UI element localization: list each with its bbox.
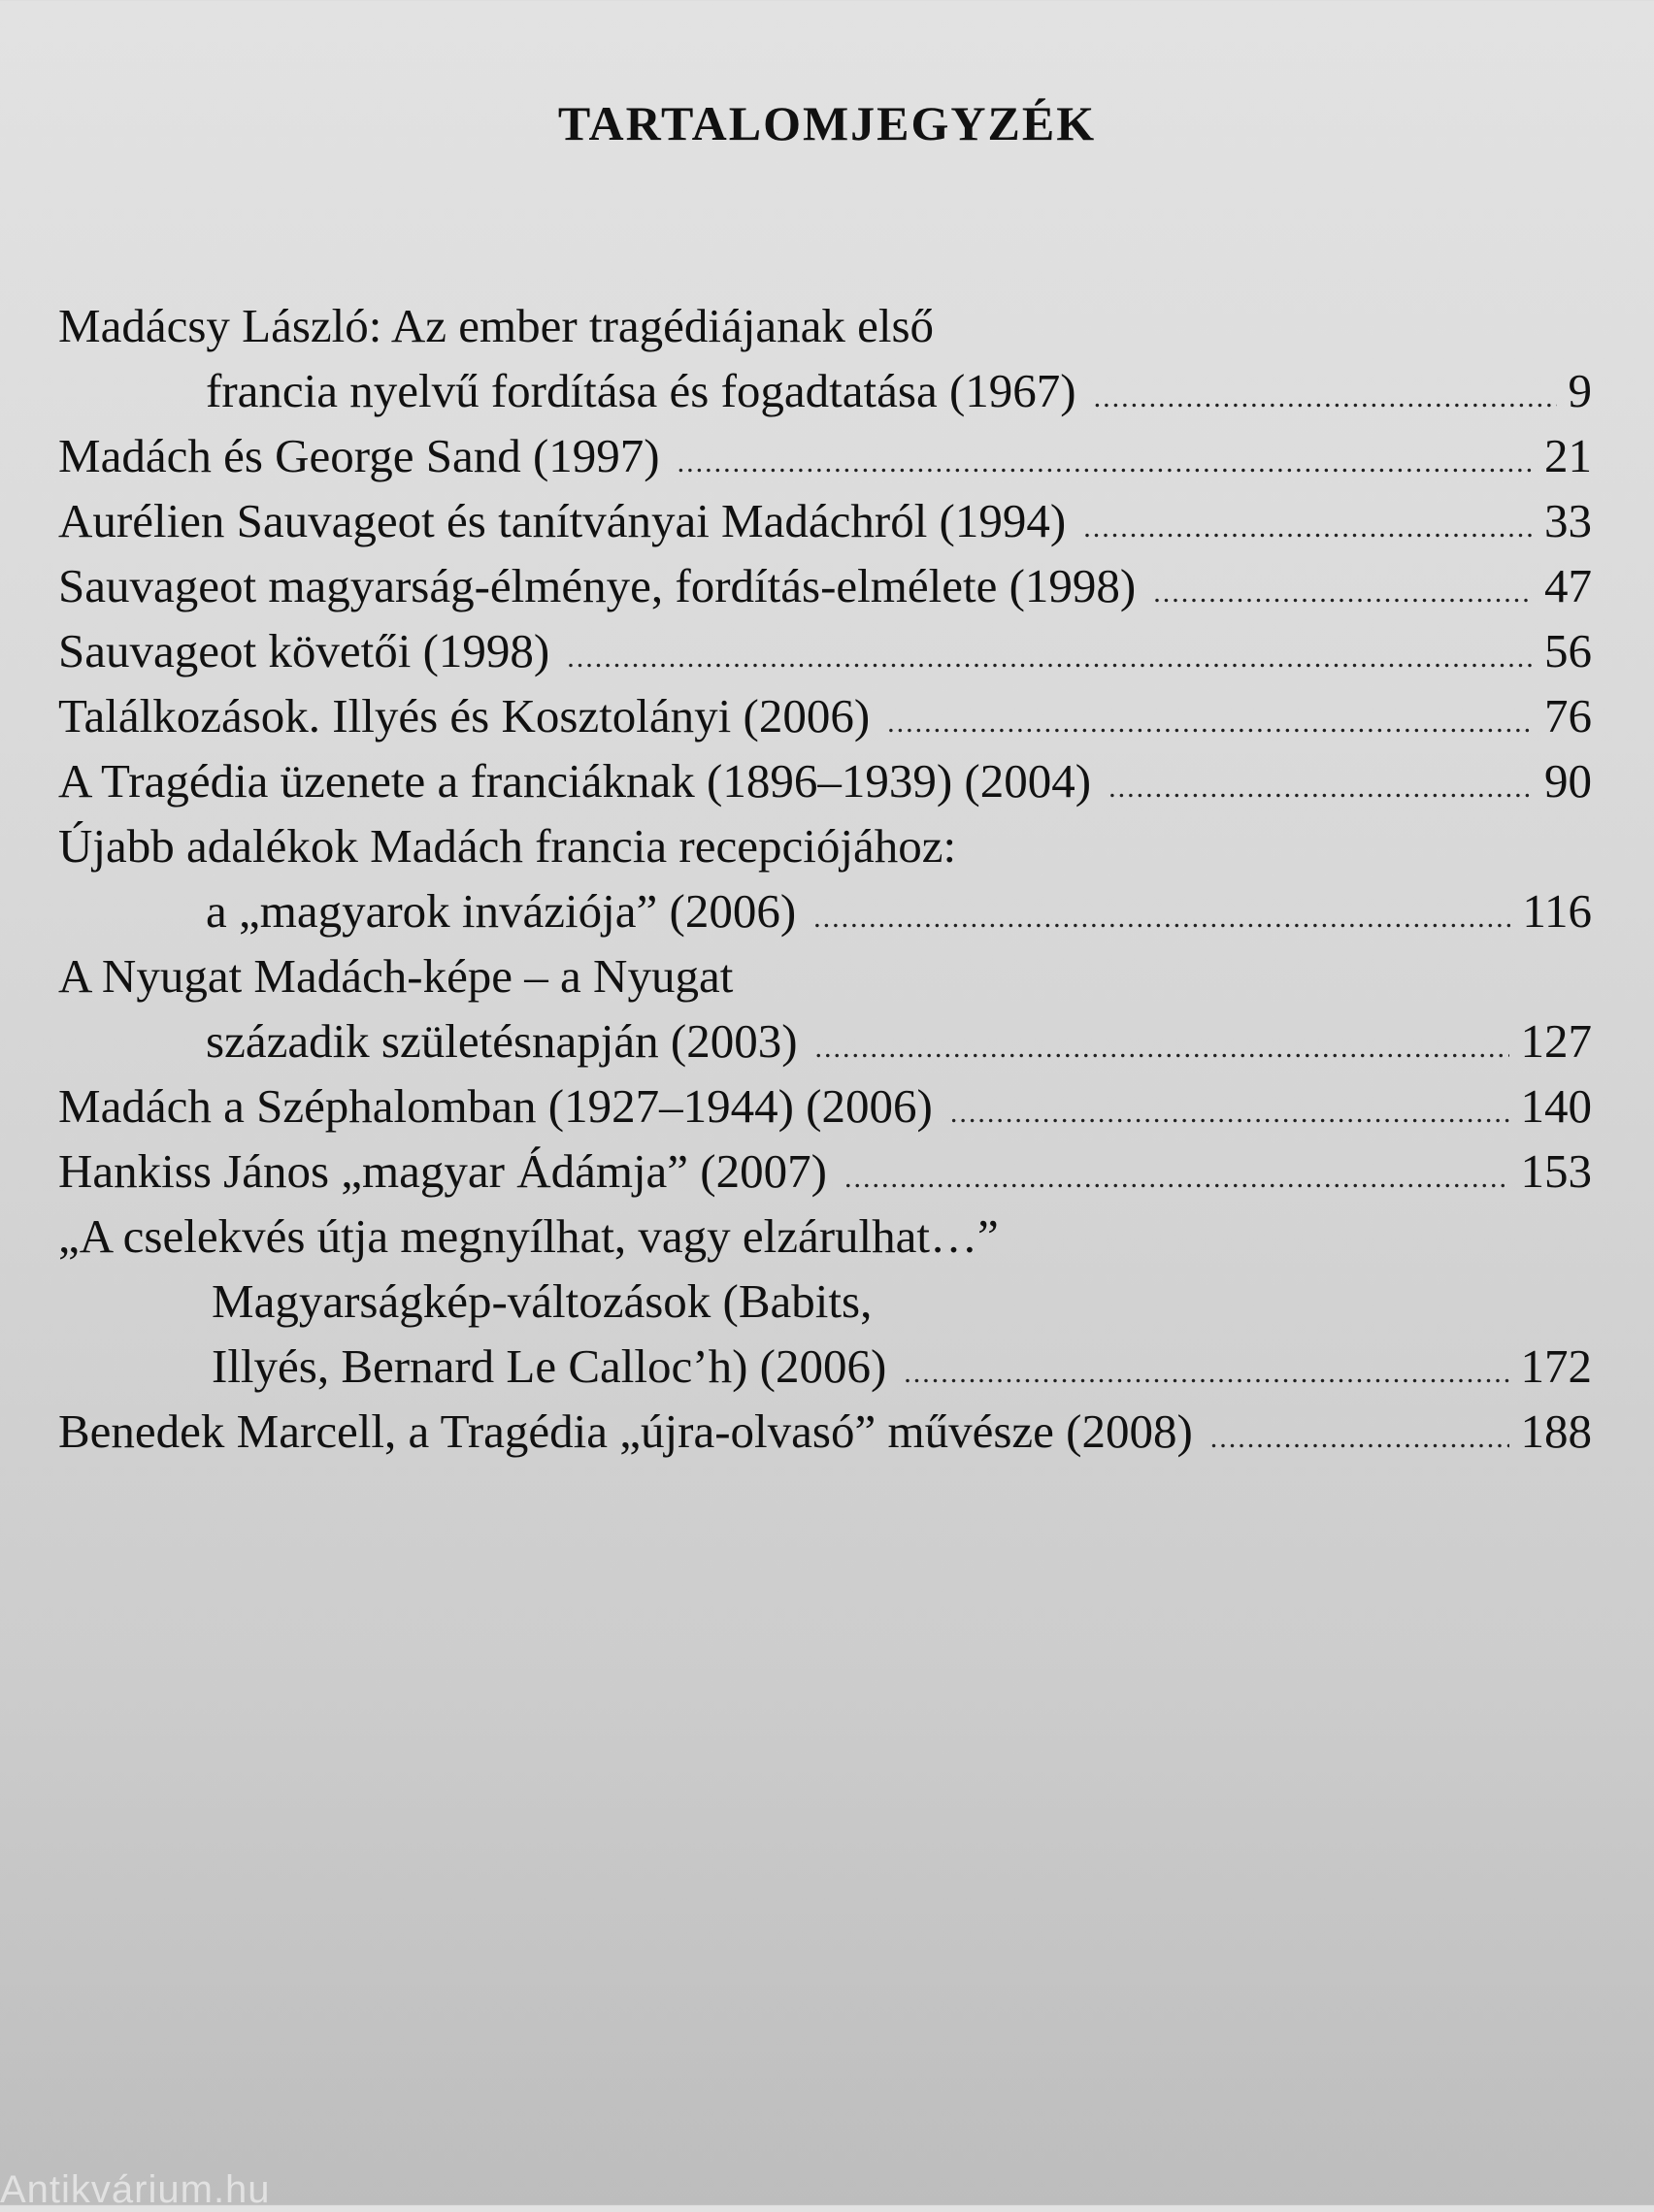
dot-leader [678,430,1533,495]
toc-entry-8-line-2 [58,878,1592,943]
dot-leader [1083,495,1533,560]
toc-entry-title: Madách a Széphalomban (1927–1944) (2006) [58,1079,933,1133]
toc-entry-9-line-1 [58,943,1592,1008]
toc-page-number: 33 [1544,494,1592,547]
toc-entry-10 [58,1073,1592,1139]
toc-page-number: 153 [1520,1144,1592,1198]
toc-entry-title: Madácsy László: Az ember tragédiájanak első [58,299,935,352]
toc-entry-1-line-2 [58,358,1592,423]
dot-leader [950,1080,1509,1145]
toc-entry-title: Aurélien Sauvageot és tanítványai Madáchról (1994) [58,494,1067,547]
dot-leader [567,625,1533,690]
toc-entry-2 [58,423,1592,488]
toc-entry-13 [58,1399,1592,1464]
dot-leader [1108,755,1533,820]
dot-leader [813,885,1510,950]
toc-entry-title: Újabb adalékok Madách francia recepciójához: [58,819,957,873]
toc-entry-7 [58,748,1592,813]
toc-page-number: 47 [1544,559,1592,612]
toc-entry-title: Találkozások. Illyés és Kosztolányi (2006) [58,689,871,743]
toc-entry-12-line-3 [58,1334,1592,1399]
watermark: Antikvárium.hu [0,2168,271,2211]
table-of-contents [58,293,1592,1464]
toc-entry-3 [58,488,1592,553]
toc-page-number: 56 [1544,624,1592,677]
toc-entry-4 [58,553,1592,618]
toc-entry-11 [58,1139,1592,1204]
dot-leader [887,690,1533,755]
dot-leader [1153,560,1533,625]
dot-leader [815,1015,1509,1080]
toc-entry-12-line-1 [58,1204,1592,1269]
toc-entry-title: Sauvageot követői (1998) [58,624,550,677]
toc-entry-title: Benedek Marcell, a Tragédia „újra-olvasó” művésze (2008) [58,1404,1193,1458]
toc-entry-title: századik születésnapján (2003) [206,1014,798,1068]
dot-leader [1210,1405,1509,1470]
toc-entry-title: Sauvageot magyarság-élménye, fordítás-elmélete (1998) [58,559,1137,612]
toc-entry-title: Illyés, Bernard Le Calloc’h) (2006) [212,1339,887,1393]
toc-page-number: 172 [1520,1339,1592,1393]
toc-entry-5 [58,618,1592,683]
toc-entry-title: a „magyarok inváziója” (2006) [206,884,797,938]
toc-entry-title: „A cselekvés útja megnyílhat, vagy elzárulhat…” [58,1209,999,1263]
toc-page-number: 76 [1544,689,1592,743]
toc-page-number: 188 [1520,1404,1592,1458]
toc-entry-title: A Nyugat Madách-képe – a Nyugat [58,949,734,1003]
toc-entry-title: Magyarságkép-változások (Babits, [212,1274,873,1328]
toc-entry-title: francia nyelvű fordítása és fogadtatása (1967) [206,364,1076,417]
toc-page-number: 127 [1520,1014,1592,1068]
dot-leader [844,1145,1509,1210]
dot-leader [1094,365,1557,430]
toc-entry-title: Madách és George Sand (1997) [58,429,660,482]
toc-entry-title: Hankiss János „magyar Ádámja” (2007) [58,1144,827,1198]
toc-page-number: 21 [1544,429,1592,482]
page-title: TARTALOMJEGYZÉK [557,96,1097,150]
toc-page-number: 140 [1520,1079,1592,1133]
toc-entry-6 [58,683,1592,748]
toc-entry-1-line-1 [58,293,1592,358]
toc-page-number: 9 [1568,364,1592,417]
toc-entry-9-line-2 [58,1008,1592,1073]
toc-entry-title: A Tragédia üzenete a franciáknak (1896–1939) (2004) [58,754,1092,808]
toc-page-number: 90 [1544,754,1592,808]
toc-entry-12-line-2 [58,1269,1592,1334]
toc-page-number: 116 [1522,884,1592,938]
toc-entry-8-line-1 [58,813,1592,878]
dot-leader [904,1340,1508,1405]
